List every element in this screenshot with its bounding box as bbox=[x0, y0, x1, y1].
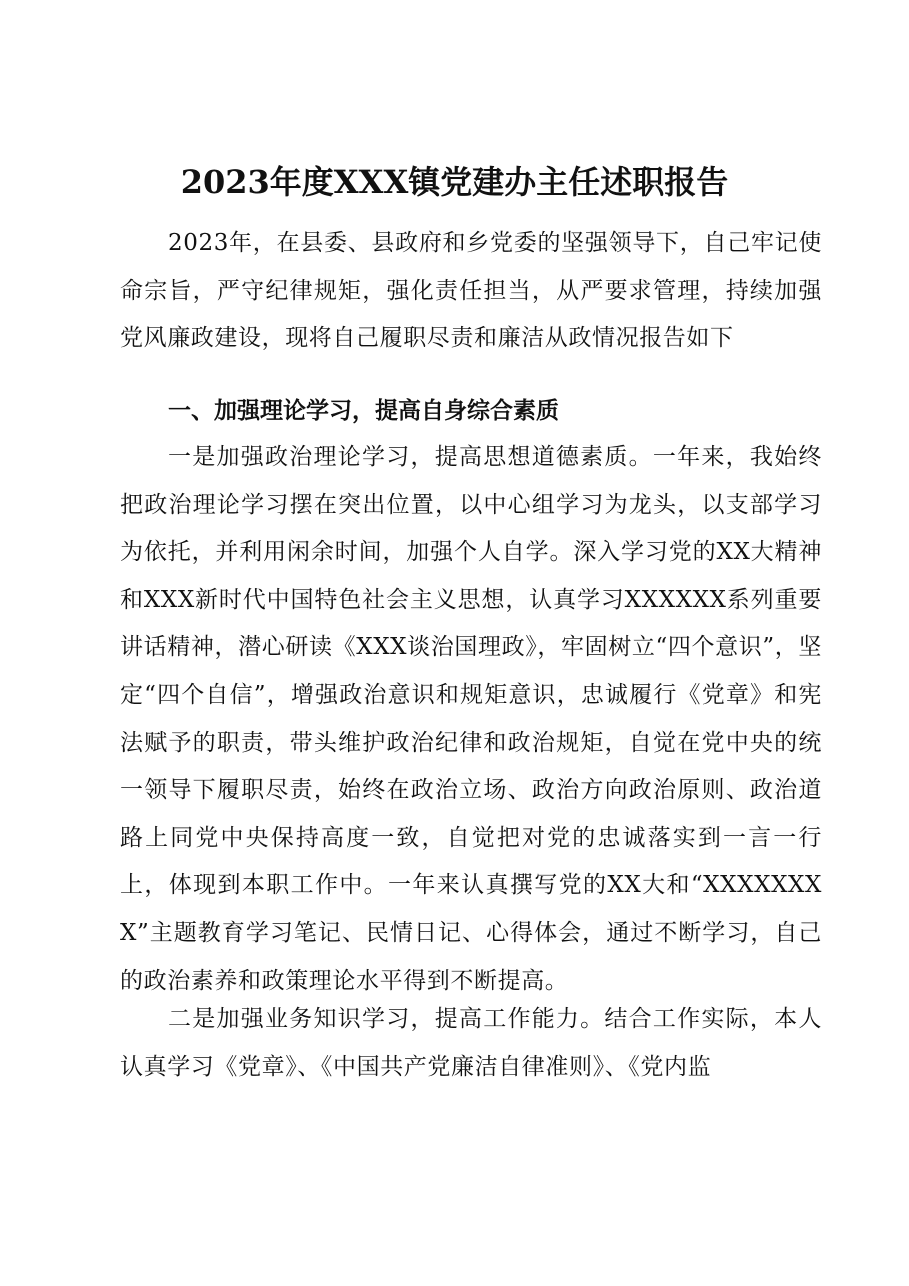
intro-paragraph: 2023年，在县委、县政府和乡党委的坚强领导下，自己牢记使命宗旨，严守纪律规矩，强化责任担当，从严要求管理，持续加强党风廉政建设，现将自己履职尽责和廉洁从政情况报告如下 bbox=[120, 230, 822, 352]
document-title: 2023年度XXX镇党建办主任述职报告 bbox=[180, 163, 729, 201]
body-paragraph-1: 一是加强政治理论学习，提高思想道德素质。一年来，我始终把政治理论学习摆在突出位置，以中心组学习为龙头，以支部学习为依托，并利用闲余时间，加强个人自学。深入学习党的XX大精神和XXX新时代中国特色社会主义思想，认真学习XXXXXX系列重要讲话精神，潜心研读《XXX谈治国理政》，牢固树立“四个意识”，坚定“四个自信”，增强政治意识和规矩意识，忠诚履行《党章》和宪法赋予的职责，带头维护政治纪律和政治规矩，自觉在党中央的统一领导下履职尽责，始终在政治立场、政治方向政治原则、政治道路上同党中央保持高度一致，自觉把对党的忠诚落实到一言一行上，体现到本职工作中。一年来认真撰写党的XX大和“XXXXXXXX”主题教育学习笔记、民情日记、心得体会，通过不断学习，自己的政治素养和政策理论水平得到不断提高。 bbox=[120, 444, 822, 994]
section-heading: 一、加强理论学习，提高自身综合素质 bbox=[168, 398, 559, 424]
body-paragraph-2: 二是加强业务知识学习，提高工作能力。结合工作实际，本人认真学习《党章》、《中国共产党廉洁自律准则》、《党内监 bbox=[120, 1006, 822, 1080]
